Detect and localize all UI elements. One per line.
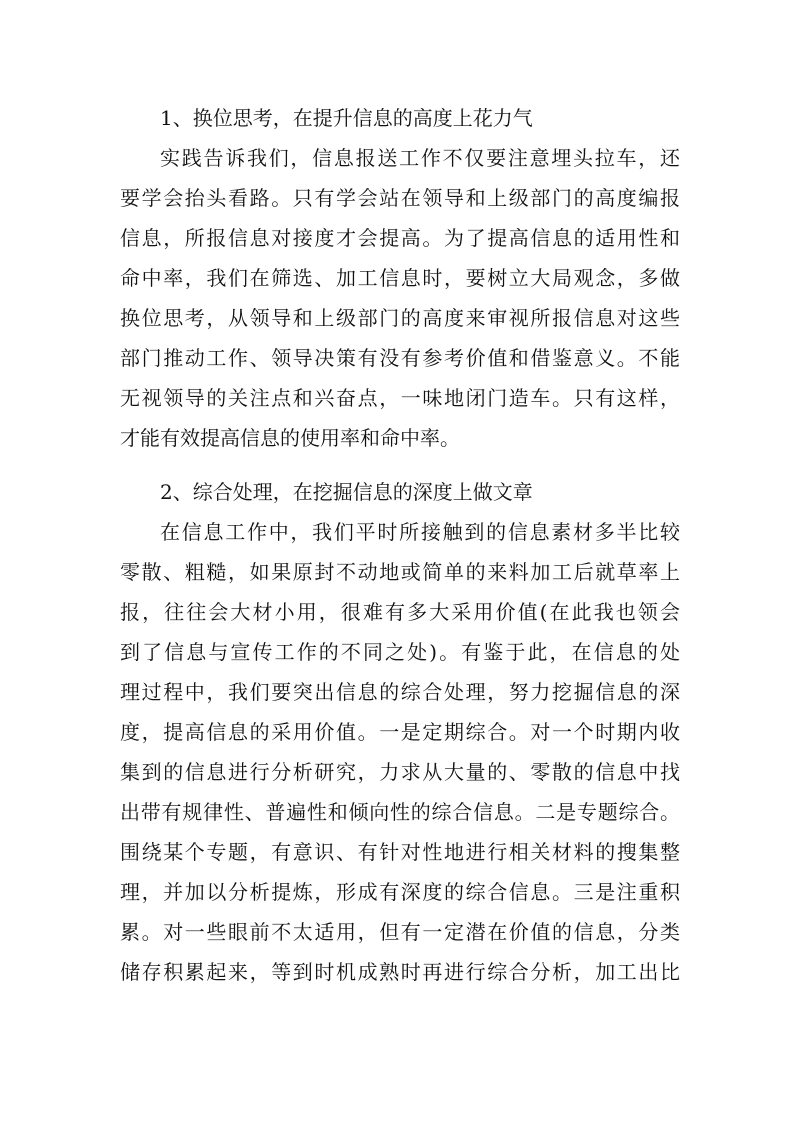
paragraph-2-line-4: 到了信息与宣传工作的不同之处)。有鉴于此，在信息的处 [120,640,680,664]
paragraph-2-line-2: 零散、粗糙，如果原封不动地或简单的来料加工后就草率上 [120,560,680,584]
paragraph-2-line-8: 出带有规律性、普遍性和倾向性的综合信息。二是专题综合。 [120,800,680,824]
paragraph-2-line-10: 理，并加以分析提炼，形成有深度的综合信息。三是注重积 [120,880,680,904]
paragraph-1-line-8: 才能有效提高信息的使用率和命中率。 [120,426,460,450]
paragraph-2-line-7: 集到的信息进行分析研究，力求从大量的、零散的信息中找 [120,760,680,784]
paragraph-1-line-5: 换位思考，从领导和上级部门的高度来审视所报信息对这些 [120,306,680,330]
paragraph-1-line-3: 信息，所报信息对接度才会提高。为了提高信息的适用性和 [120,226,680,250]
paragraph-2-line-1: 在信息工作中，我们平时所接触到的信息素材多半比较 [160,520,680,544]
paragraph-2-line-9: 围绕某个专题，有意识、有针对性地进行相关材料的搜集整 [120,840,680,864]
paragraph-1-line-7: 无视领导的关注点和兴奋点，一味地闭门造车。只有这样， [120,386,680,410]
paragraph-2-line-6: 度，提高信息的采用价值。一是定期综合。对一个时期内收 [120,720,680,744]
paragraph-2-line-12: 储存积累起来，等到时机成熟时再进行综合分析，加工出比 [120,960,680,984]
paragraph-1-line-1: 实践告诉我们，信息报送工作不仅要注意埋头拉车，还 [160,146,680,170]
paragraph-1-line-6: 部门推动工作、领导决策有没有参考价值和借鉴意义。不能 [120,346,680,370]
paragraph-1-line-2: 要学会抬头看路。只有学会站在领导和上级部门的高度编报 [120,186,680,210]
paragraph-2-line-3: 报，往往会大材小用，很难有多大采用价值(在此我也领会 [120,600,680,624]
paragraph-2-line-11: 累。对一些眼前不太适用，但有一定潜在价值的信息，分类 [120,920,680,944]
paragraph-2-line-5: 理过程中，我们要突出信息的综合处理，努力挖掘信息的深 [120,680,680,704]
paragraph-1-line-4: 命中率，我们在筛选、加工信息时，要树立大局观念，多做 [120,266,680,290]
section-heading-2: 2、综合处理，在挖掘信息的深度上做文章 [160,480,533,504]
section-heading-1: 1、换位思考，在提升信息的高度上花力气 [160,106,533,130]
